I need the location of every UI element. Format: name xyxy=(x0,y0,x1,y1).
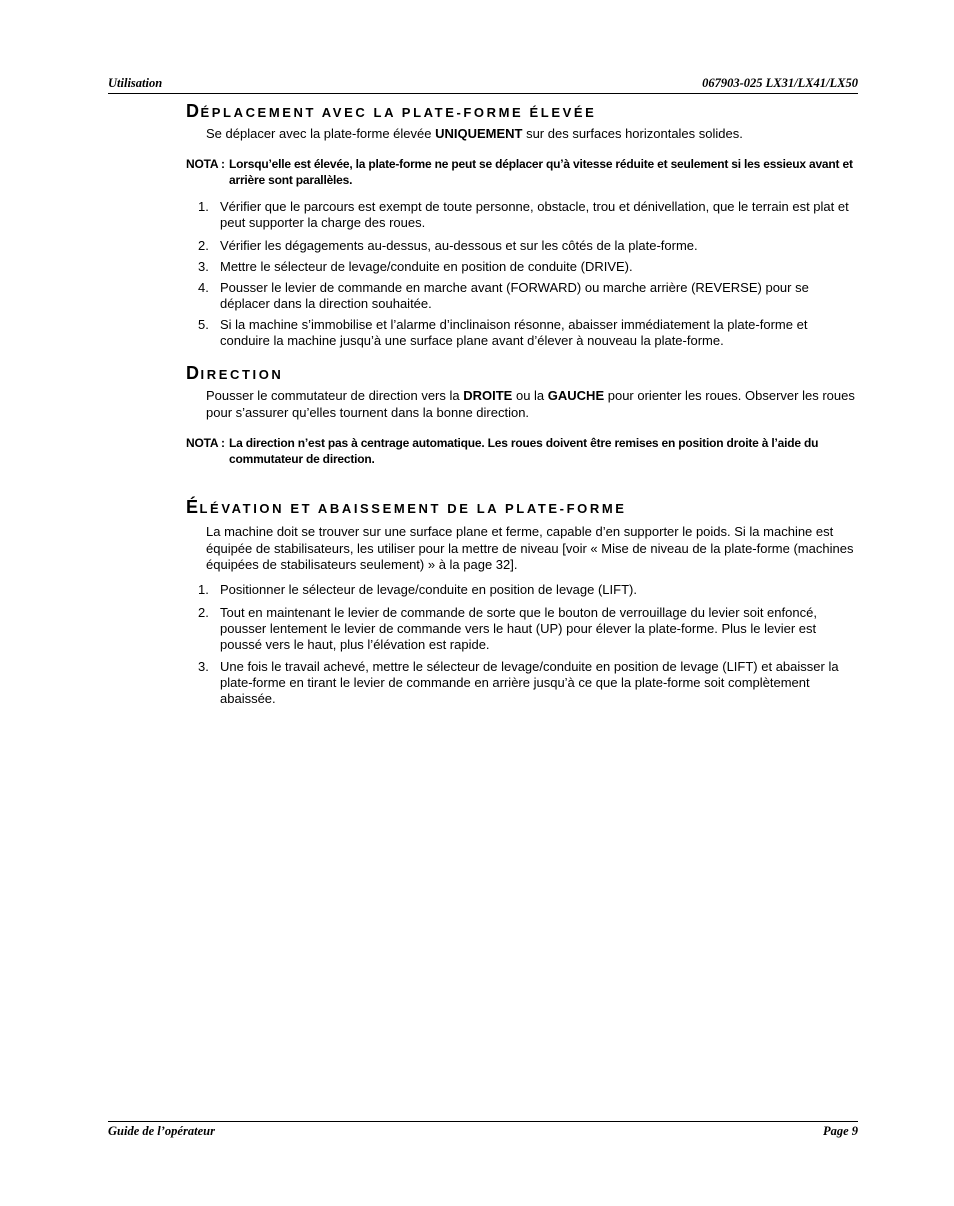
step-text: Vérifier les dégagements au-dessus, au-dessous et sur les côtés de la plate-forme. xyxy=(220,238,698,253)
section-intro xyxy=(206,524,858,574)
page-header xyxy=(108,76,858,94)
step-text: Mettre le sélecteur de levage/conduite en position de conduite (DRIVE). xyxy=(220,259,633,274)
list-item xyxy=(192,280,858,312)
list-item xyxy=(192,582,858,598)
steps-list-elevation xyxy=(192,582,858,707)
heading-rest: IRECTION xyxy=(200,367,284,382)
section-heading-direction xyxy=(186,363,283,384)
section-intro xyxy=(206,126,858,143)
step-number: 1. xyxy=(198,199,209,214)
note-label: NOTA : xyxy=(186,157,225,171)
heading-initial: É xyxy=(186,497,200,517)
step-number: 5. xyxy=(198,317,209,332)
list-item xyxy=(192,659,858,707)
step-number: 4. xyxy=(198,280,209,295)
step-text: Tout en maintenant le levier de commande de sorte que le bouton de verrouillage du levier soit enfoncé, pousser lentement le levier de commande vers le haut (UP) pour élever la plate-forme. Plus le levier est poussé vers le haut, plus l’élévation est rapide. xyxy=(220,605,817,652)
section-intro xyxy=(206,388,858,421)
intro-text-end: sur des surfaces horizontales solides. xyxy=(522,126,743,141)
intro-text: Se déplacer avec la plate-forme élevée xyxy=(206,126,436,141)
step-number: 1. xyxy=(198,582,209,597)
step-text: Une fois le travail achevé, mettre le sélecteur de levage/conduite en position de levage (LIFT) et abaisser la plate-forme en tirant le levier de commande en arrière jusqu’à ce que la plate-forme soit complètement abaissée. xyxy=(220,659,839,706)
intro-text: ou la xyxy=(512,388,548,403)
list-item xyxy=(192,199,858,231)
intro-emphasis: UNIQUEMENT xyxy=(435,126,523,141)
section-heading-elevation xyxy=(186,497,627,518)
page-footer xyxy=(108,1121,858,1138)
footer-page-number: Page 9 xyxy=(822,1124,858,1138)
header-document-number: 067903-025 LX31/LX41/LX50 xyxy=(702,76,858,90)
intro-emphasis: GAUCHE xyxy=(547,388,605,403)
step-number: 3. xyxy=(198,259,209,274)
step-number: 2. xyxy=(198,605,209,620)
heading-rest: ÉPLACEMENT AVEC LA PLATE-FORME ÉLEVÉE xyxy=(200,105,597,120)
heading-initial: D xyxy=(186,101,201,121)
footer-guide-title: Guide de l’opérateur xyxy=(108,1124,215,1138)
list-item xyxy=(192,259,858,275)
intro-text: La machine doit se trouver sur une surface plane et ferme, capable d’en supporter le poids. Si la machine est équipée de stabilisateurs, les utiliser pour la mettre de niveau [voir « Mise de niveau de la plate-forme (machines équipées de stabilisateurs seulement) » à la page 32]. xyxy=(206,524,854,572)
header-section-label: Utilisation xyxy=(108,76,163,90)
intro-text: Pousser le commutateur de direction vers la xyxy=(206,388,464,403)
step-number: 2. xyxy=(198,238,209,253)
note-block xyxy=(186,435,858,467)
list-item xyxy=(192,605,858,653)
note-text: La direction n’est pas à centrage automatique. Les roues doivent être remises en position droite à l’aide du commutateur de direction. xyxy=(229,436,819,466)
step-text: Pousser le levier de commande en marche avant (FORWARD) ou marche arrière (REVERSE) pour se déplacer dans la direction souhaitée. xyxy=(220,280,809,311)
section-heading-deplacement xyxy=(186,101,596,122)
heading-initial: D xyxy=(186,363,201,383)
step-text: Positionner le sélecteur de levage/conduite en position de levage (LIFT). xyxy=(220,582,637,597)
steps-list-deplacement xyxy=(192,199,858,349)
note-text: Lorsqu’elle est élevée, la plate-forme ne peut se déplacer qu’à vitesse réduite et seulement si les essieux avant et arrière sont parallèles. xyxy=(229,157,853,187)
list-item xyxy=(192,238,858,254)
note-block xyxy=(186,156,858,188)
step-number: 3. xyxy=(198,659,209,674)
intro-emphasis: DROITE xyxy=(463,388,513,403)
step-text: Vérifier que le parcours est exempt de toute personne, obstacle, trou et dénivellation, que le terrain est plat et peut supporter la charge des roues. xyxy=(220,199,849,230)
step-text: Si la machine s’immobilise et l’alarme d’inclinaison résonne, abaisser immédiatement la plate-forme et conduire la machine jusqu’à une surface plane avant d’élever à nouveau la plate-forme. xyxy=(220,317,808,348)
heading-rest: LÉVATION ET ABAISSEMENT DE LA PLATE-FORME xyxy=(199,501,627,516)
list-item xyxy=(192,317,858,349)
intro-text-end: pour orienter les roues. Observer les roues pour s’assurer qu’elles tournent dans la bonne direction. xyxy=(206,388,855,420)
note-label: NOTA : xyxy=(186,436,225,450)
